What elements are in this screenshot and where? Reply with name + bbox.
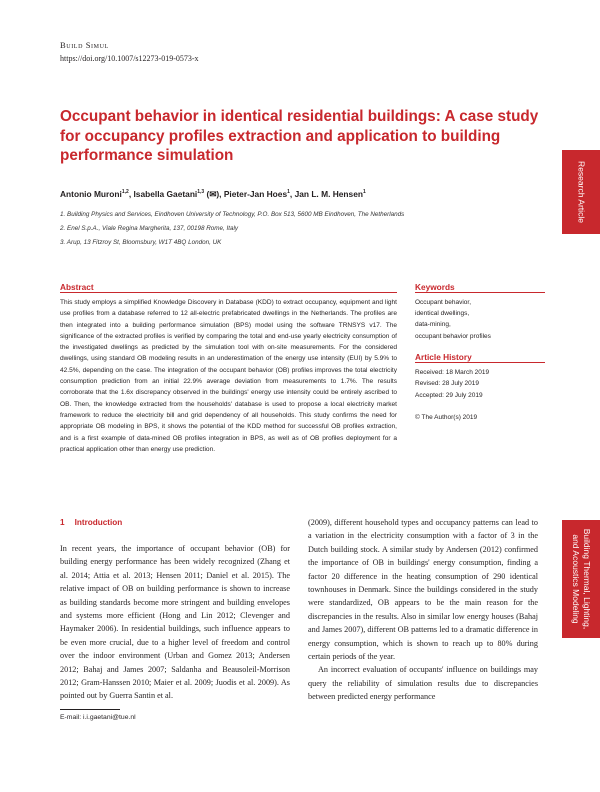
affiliation: 3. Arup, 13 Fitzroy St, Bloomsbury, W1T 4BQ London, UK bbox=[60, 239, 222, 246]
keywords-rule bbox=[415, 292, 545, 293]
abstract-rule bbox=[60, 292, 397, 293]
section-heading-introduction bbox=[60, 518, 122, 527]
body-paragraph: In recent years, the importance of occupant behavior (OB) for building energy performance has been widely recognized (Zhang et al. 2014; Attia et al. 2013; Hensen 2011; Daniel et al. 2015). The relative impact of OB on building performance is shown to increase as building standards become more stringent and building envelopes and systems more efficient (Hong and Lin 2012; Clevenger and Haymaker 2006). In residential buildings, such influence appears to be even more crucial, due to a higher level of freedom and control over the indoor environment (Urban and Gomez 2013; Andersen 2012; Bahaj and James 2007; Saldanha and Beausoleil-Morrison 2012; Gram-Hanssen 2010; Maier et al. 2009; Juodis et al. 2009). As pointed out by Guerra Santin et al. bbox=[60, 544, 290, 701]
affiliation: 1. Building Physics and Services, Eindhoven University of Technology, P.O. Box 513, 5600 MB Eindhoven, The Netherlands bbox=[60, 211, 405, 218]
author-name: Pieter-Jan Hoes bbox=[223, 189, 288, 199]
keyword: Occupant behavior, bbox=[415, 299, 472, 306]
keywords-list bbox=[415, 297, 545, 342]
keyword: occupant behavior profiles bbox=[415, 332, 491, 340]
history-rule bbox=[415, 362, 545, 363]
copyright-notice: © The Author(s) 2019 bbox=[415, 414, 478, 421]
keyword: identical dwellings, bbox=[415, 310, 470, 318]
affiliation: 2. Enel S.p.A., Viale Regina Margherita, 137, 00198 Rome, Italy bbox=[60, 225, 239, 232]
author-name: Antonio Muroni bbox=[60, 189, 122, 199]
author-affiliation-mark: 1,2 bbox=[121, 189, 129, 196]
journal-name: Build Simul bbox=[60, 40, 109, 50]
keywords-heading: Keywords bbox=[415, 282, 455, 292]
author-list: Antonio Muroni$^{1,2}$, Isabella Gaetani$^{1,3}$ (✉), Pieter-Jan Hoes$^1$, Jan L. M. Hensen$^1$ bbox=[60, 189, 366, 199]
history-item: Revised: 28 July 2019 bbox=[415, 380, 479, 388]
history-item: Received: 18 March 2019 bbox=[415, 369, 490, 376]
footnote-rule bbox=[60, 709, 120, 710]
history-list bbox=[415, 367, 545, 401]
body-column-right bbox=[308, 516, 538, 704]
author-name: Jan L. M. Hensen bbox=[294, 189, 363, 199]
keyword: data-mining, bbox=[415, 321, 451, 329]
author-affiliation-mark: 1 bbox=[362, 189, 366, 196]
contact-email[interactable]: E-mail: i.i.gaetani@tue.nl bbox=[60, 714, 136, 721]
section-title: Introduction bbox=[74, 518, 123, 527]
author-affiliation-mark: 1,3 bbox=[197, 189, 205, 196]
doi-link[interactable]: https://doi.org/10.1007/s12273-019-0573-x bbox=[60, 54, 199, 63]
history-item: Accepted: 29 July 2019 bbox=[415, 391, 483, 399]
paper-title: Occupant behavior in identical residential buildings: A case study for occupancy profiles extraction and application to building performance simulation bbox=[60, 108, 539, 164]
section-number: 1 bbox=[60, 518, 65, 527]
side-tab-label: Building Thermal, Lighting, and Acoustics Modeling bbox=[571, 528, 592, 630]
author-name: Isabella Gaetani bbox=[133, 189, 198, 199]
author-affiliation-mark: 1 bbox=[287, 189, 290, 196]
envelope-icon[interactable]: (✉) bbox=[204, 189, 220, 199]
side-tab-thermal-lighting bbox=[562, 520, 600, 638]
body-paragraph: (2009), different household types and occupancy patterns can lead to a variation in the electricity consumption with a factor of 3 in the Dutch building stock. A similar study by Andersen (2012) confirmed the importance of OB in buildings' energy consumption, finding a factor 20 difference in the heating consumption of 290 identical townhouses in Denmark. Since the buildings considered in the study were standardized, OB appears to be the main reason for the discrepancies in the results. Also in similar low energy houses (Bahaj and James 2007), different OB patterns led to a dramatic difference in energy consumption, which is shown to reach up to 80% during certain periods of the year. bbox=[308, 518, 538, 662]
abstract-heading: Abstract bbox=[60, 282, 94, 292]
history-heading: Article History bbox=[415, 352, 472, 362]
body-paragraph: An incorrect evaluation of occupants' influence on buildings may query the reliability of simulation results due to discrepancies between predicted energy performance bbox=[308, 665, 538, 702]
side-tab-label: Research Article bbox=[576, 161, 587, 223]
side-tab-research-article bbox=[562, 150, 600, 234]
abstract-text: This study employs a simplified Knowledge Discovery in Database (KDD) to extract occupancy, equipment and light use profiles from a database referred to 12 all-electric prefabricated dwellings in the Netherlands. The profiles are then integrated into a building performance simulation (BPS) model using the software TRNSYS v17. The significance of the extracted profiles is verified by comparing the total and end-use yearly electricity consumption of the investigated dwellings as predicted by the simulation tool with on-site measurements. For the considered dwellings, using standard OB modeling results in an underestimation of the energy use intensity (EUI) by 5.9% to 42.5%, depending on the case. The integration of the occupant behavior (OB) profiles improves the total electricity consumption prediction from an initial 22.9% average deviation from measurements to 1.7%. The results corroborate that the 1.6x discrepancy observed in the buildings' energy use intensity could be entirely ascribed to OB. Then, the knowledge extracted from the households' database is used to propose a local electricity market framework to reduce the electricity bill and grid dependency of all households. This study confirms the need for appropriate OB modeling in BPS, it shows the potential of the KDD method for successful OB profiles extraction, and is a first example of data-mined OB profiles integration in BPS, as well as of OB profiles deployment for a practical application other than energy use prediction. bbox=[60, 299, 397, 453]
